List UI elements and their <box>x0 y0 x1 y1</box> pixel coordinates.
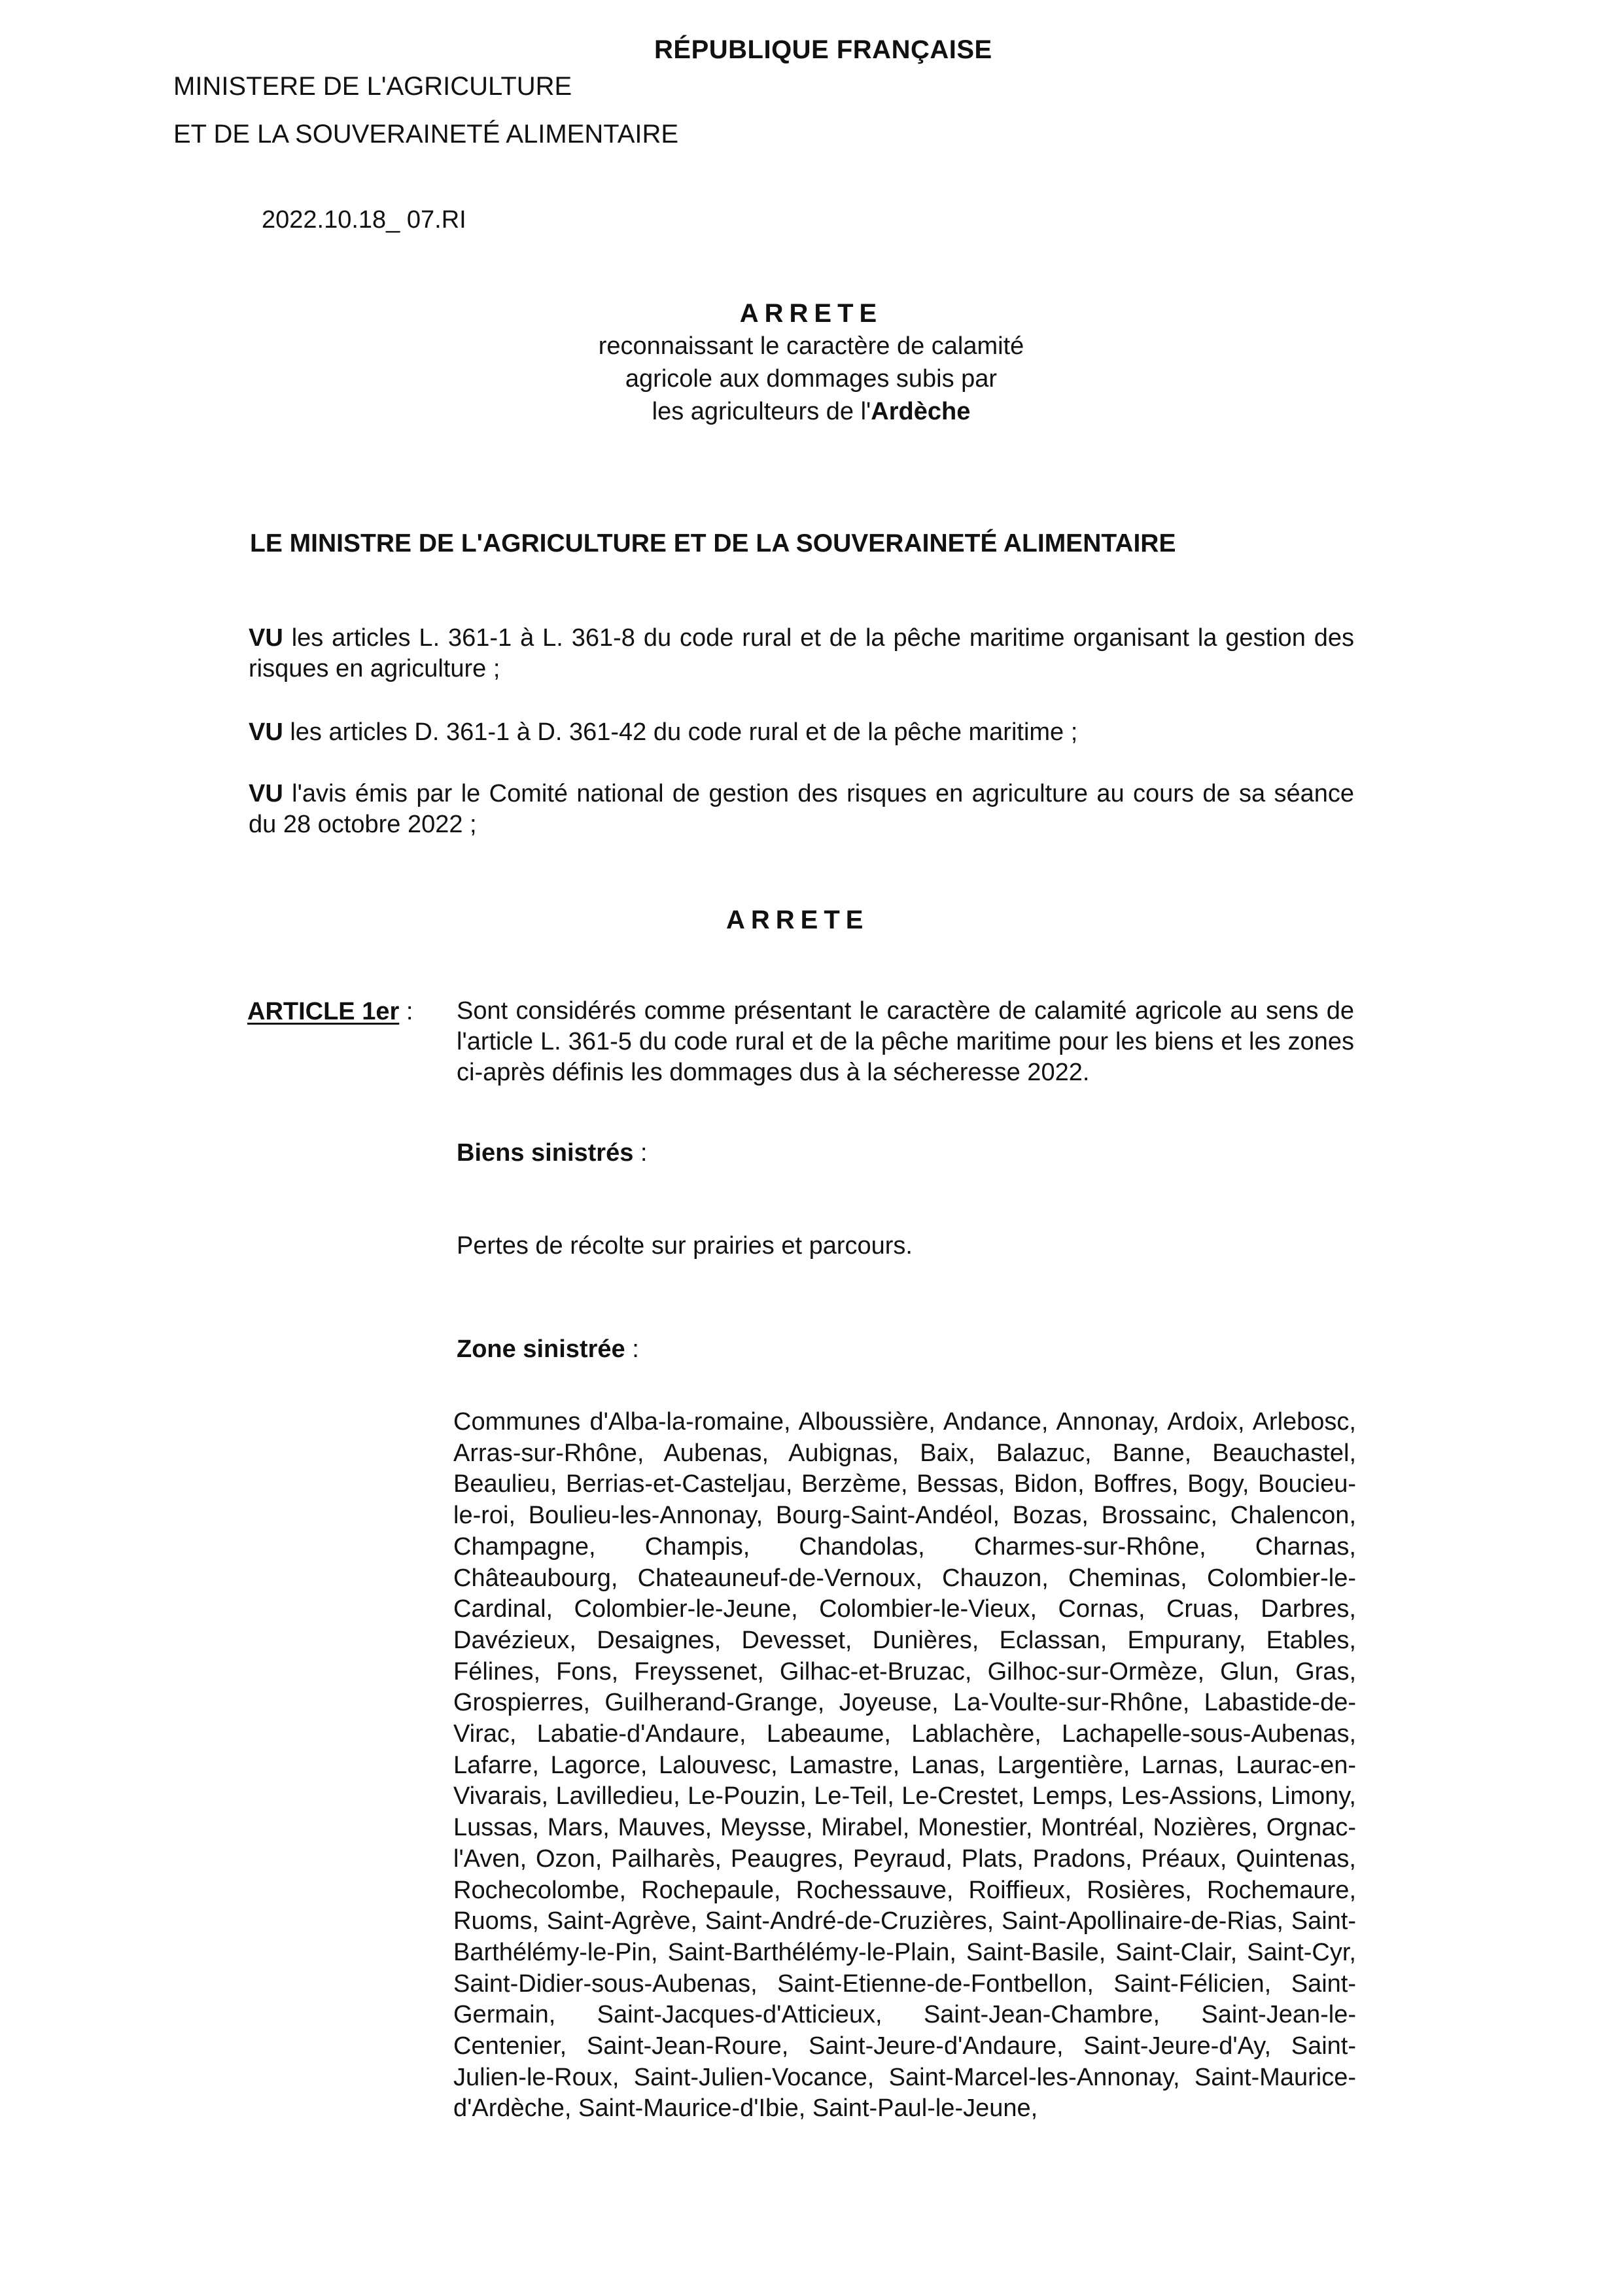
zone-sinistree-label: Zone sinistrée <box>457 1335 625 1363</box>
title-heading: ARRETE <box>739 299 883 328</box>
biens-sinistres-text: Pertes de récolte sur prairies et parcours. <box>457 1232 913 1260</box>
article-1-label-text: ARTICLE 1er <box>247 998 400 1025</box>
visa-3-text: l'avis émis par le Comité national de gestion des risques en agriculture au cours de sa séance du 28 octobre 2022 ; <box>249 780 1354 838</box>
ministry-line-2: ET DE LA SOUVERAINETÉ ALIMENTAIRE <box>173 120 679 149</box>
biens-sinistres-title <box>457 1137 647 1169</box>
visa-2-keyword: VU <box>249 718 283 746</box>
article-1-label-separator: : <box>399 998 413 1025</box>
ministry-line-1: MINISTERE DE L'AGRICULTURE <box>173 72 572 101</box>
visa-1 <box>249 623 1354 684</box>
communes-list: Communes d'Alba-la-romaine, Alboussière, Andance, Annonay, Ardoix, Arlebosc, Arras-sur-Rhône, Aubenas, Aubignas, Baix, Balazuc, Banne, Beauchastel, Beaulieu, Berrias-et-Casteljau, Berzème, Bessas, Bidon, Boffres, Bogy, Boucieu-le-roi, Boulieu-les-Annonay, Bourg-Saint-Andéol, Bozas, Brossainc, Chalencon, Champagne, Champis, Chandolas, Charmes-sur-Rhône, Charnas, Châteaubourg, Chateauneuf-de-Vernoux, Chauzon, Cheminas, Colombier-le-Cardinal, Colombier-le-Jeune, Colombier-le-Vieux, Cornas, Cruas, Darbres, Davézieux, Desaignes, Devesset, Dunières, Eclassan, Empurany, Etables, Félines, Fons, Freyssenet, Gilhac-et-Bruzac, Gilhoc-sur-Ormèze, Glun, Gras, Grospierres, Guilherand-Grange, Joyeuse, La-Voulte-sur-Rhône, Labastide-de-Virac, Labatie-d'Andaure, Labeaume, Lablachère, Lachapelle-sous-Aubenas, Lafarre, Lagorce, Lalouvesc, Lamastre, Lanas, Largentière, Larnas, Laurac-en-Vivarais, Lavilledieu, Le-Pouzin, Le-Teil, Le-Crestet, Lemps, Les-Assions, Limony, Lussas, Mars, Mauves, Meysse, Mirabel, Monestier, Montréal, Nozières, Orgnac-l'Aven, Ozon, Pailharès, Peaugres, Peyraud, Plats, Pradons, Préaux, Quintenas, Rochecolombe, Rochepaule, Rochessauve, Roiffieux, Rosières, Rochemaure, Ruoms, Saint-Agrève, Saint-André-de-Cruzières, Saint-Apollinaire-de-Rias, Saint-Barthélémy-le-Pin, Saint-Barthélémy-le-Plain, Saint-Basile, Saint-Clair, Saint-Cyr, Saint-Didier-sous-Aubenas, Saint-Etienne-de-Fontbellon, Saint-Félicien, Saint-Germain, Saint-Jacques-d'Atticieux, Saint-Jean-Chambre, Saint-Jean-le-Centenier, Saint-Jean-Roure, Saint-Jeure-d'Andaure, Saint-Jeure-d'Ay, Saint-Julien-le-Roux, Saint-Julien-Vocance, Saint-Marcel-les-Annonay, Saint-Maurice-d'Ardèche, Saint-Maurice-d'Ibie, Saint-Paul-le-Jeune, <box>453 1408 1356 2123</box>
visa-3 <box>249 779 1354 840</box>
title-line-1: reconnaissant le caractère de calamité <box>598 332 1024 360</box>
article-1-label <box>247 996 413 1028</box>
article-1-text: Sont considérés comme présentant le caractère de calamité agricole au sens de l'article L. 361-5 du code rural et de la pêche maritime pour les biens et les zones ci-après définis les dommages dus à la sécheresse 2022. <box>457 997 1354 1086</box>
zone-sinistree-title <box>457 1333 639 1366</box>
zone-sinistree-colon: : <box>625 1335 639 1363</box>
biens-sinistres-label: Biens sinistrés <box>457 1139 634 1167</box>
visa-1-keyword: VU <box>249 624 283 652</box>
minister-title: LE MINISTRE DE L'AGRICULTURE ET DE LA SOUVERAINETÉ ALIMENTAIRE <box>250 529 1176 557</box>
decision-heading: ARRETE <box>726 906 869 934</box>
visa-2-text: les articles D. 361-1 à D. 361-42 du code rural et de la pêche maritime ; <box>283 718 1078 746</box>
title-line-2: agricole aux dommages subis par <box>625 365 998 393</box>
visa-1-text: les articles L. 361-1 à L. 361-8 du code rural et de la pêche maritime organisant la gestion des risques en agriculture ; <box>249 624 1354 682</box>
biens-sinistres-colon: : <box>633 1139 648 1167</box>
republic-header: RÉPUBLIQUE FRANÇAISE <box>654 35 992 64</box>
title-line-3 <box>563 395 1060 428</box>
visa-2 <box>249 717 1354 748</box>
title-line-3-prefix: les agriculteurs de l' <box>652 398 871 425</box>
document-title <box>563 297 1060 428</box>
title-department: Ardèche <box>871 398 971 425</box>
visa-3-keyword: VU <box>249 780 283 807</box>
ministry-name <box>173 63 678 158</box>
document-reference: 2022.10.18_ 07.RI <box>262 206 466 234</box>
